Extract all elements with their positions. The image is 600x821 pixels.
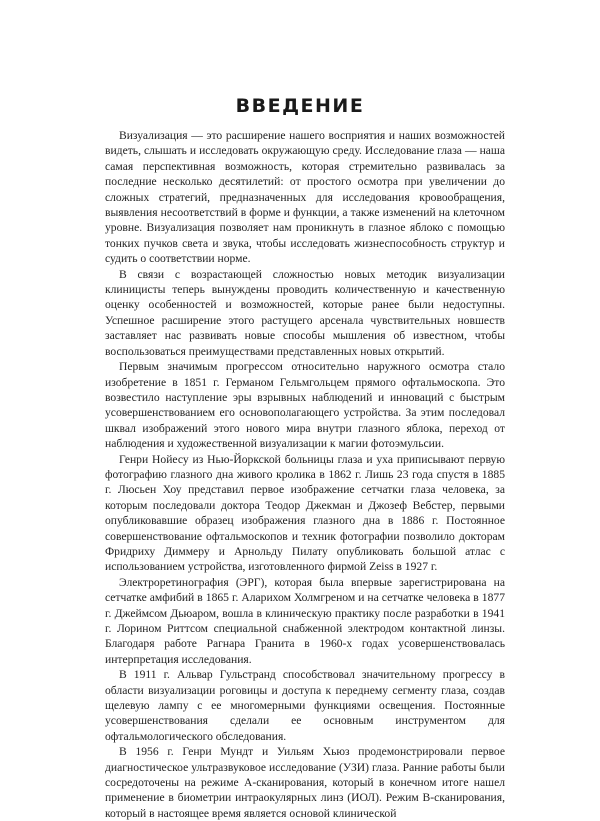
paragraph-6: В 1911 г. Альвар Гульстранд способствовал значительному прогрессу в области визуализации роговицы и доступа к переднему сегменту глаза, создав щелевую лампу с ее многомерными функциями освещения. Постоянные усовершенствования сделали ее основным инструментом для офтальмологического обследования. — [105, 668, 505, 743]
body-text — [105, 128, 505, 821]
paragraph-4: Генри Нойесу из Нью-Йоркской больницы глаза и уха приписывают первую фотографию глазного дна живого кролика в 1862 г. Лишь 23 года спустя в 1885 г. Люсьен Хоу представил первое изображение сетчатки глаза человека, за которым последовали доктора Теодор Джекман и Джозеф Вебстер, первыми опубликовавшие образец изображения глазного дна в 1886 г. Постоянное совершенствование офтальмоскопов и техник фотографии позволило докторам Фридриху Диммеру и Арнольду Пилату опубликовать большой атлас с использованием устройства, изготовленного фирмой Zeiss в 1927 г. — [105, 452, 505, 574]
paragraph-5: Электроретинография (ЭРГ), которая была впервые зарегистрирована на сетчатке амфибий в 1865 г. Аларихом Холмгреном и на сетчатке человека в 1877 г. Джеймсом Дьюаром, вошла в клиническую практику после разработки в 1941 г. Лорином Риттсом специальной снабженной электродом контактной линзы. Благодаря работе Рагнара Гранита в 1960-х годах усовершенствовалась интерпретация исследования. — [105, 575, 505, 666]
paragraph-7: В 1956 г. Генри Мундт и Уильям Хьюз продемонстрировали первое диагностическое ультразвуковое исследование (УЗИ) глаза. Ранние работы были сосредоточены на режиме А-сканирования, который в конечном итоге нашел применение в биометрии интраокулярных линз (ИОЛ). Режим В-сканирования, который в настоящее время является основой клинической — [105, 745, 505, 820]
paragraph-1: Визуализация — это расширение нашего восприятия и наших возможностей видеть, слышать и исследовать окружающую среду. Исследование глаза — наша самая перспективная возможность, которая стремительно развивалась за последние несколько десятилетий: от простого осмотра при увеличении до сложных стратегий, предназначенных для исследования кровообращения, выявления несоответствий в форме и функции, а также изменений на клеточном уровне. Визуализация позволяет нам проникнуть в глазное яблоко с помощью тонких пучков света и звука, чтобы исследовать жизнеспособность структур и судить о соответствии норме. — [105, 129, 505, 266]
page-title: ВВЕДЕНИЕ — [235, 95, 365, 117]
paragraph-2: В связи с возрастающей сложностью новых методик визуализации клиницисты теперь вынуждены проводить количественную и качественную оценку особенностей и возможностей, которые ранее были недоступны. Успешное расширение этого растущего арсенала чувствительных новшеств заставляет нас развивать новые способы мышления об известном, чтобы воспользоваться преимуществами представленных новых открытий. — [105, 267, 505, 358]
paragraph-3: Первым значимым прогрессом относительно наружного осмотра стало изобретение в 1851 г. Германом Гельмгольцем прямого офтальмоскопа. Это возвестило наступление эры взрывных наблюдений и инноваций с быстрым усовершенствованием его основополагающего устройства. За этим последовал шквал изображений этого нового мира внутри глазного яблока, переход от наблюдения и художественной визуализации к магии фотоэмульсии. — [105, 360, 505, 451]
